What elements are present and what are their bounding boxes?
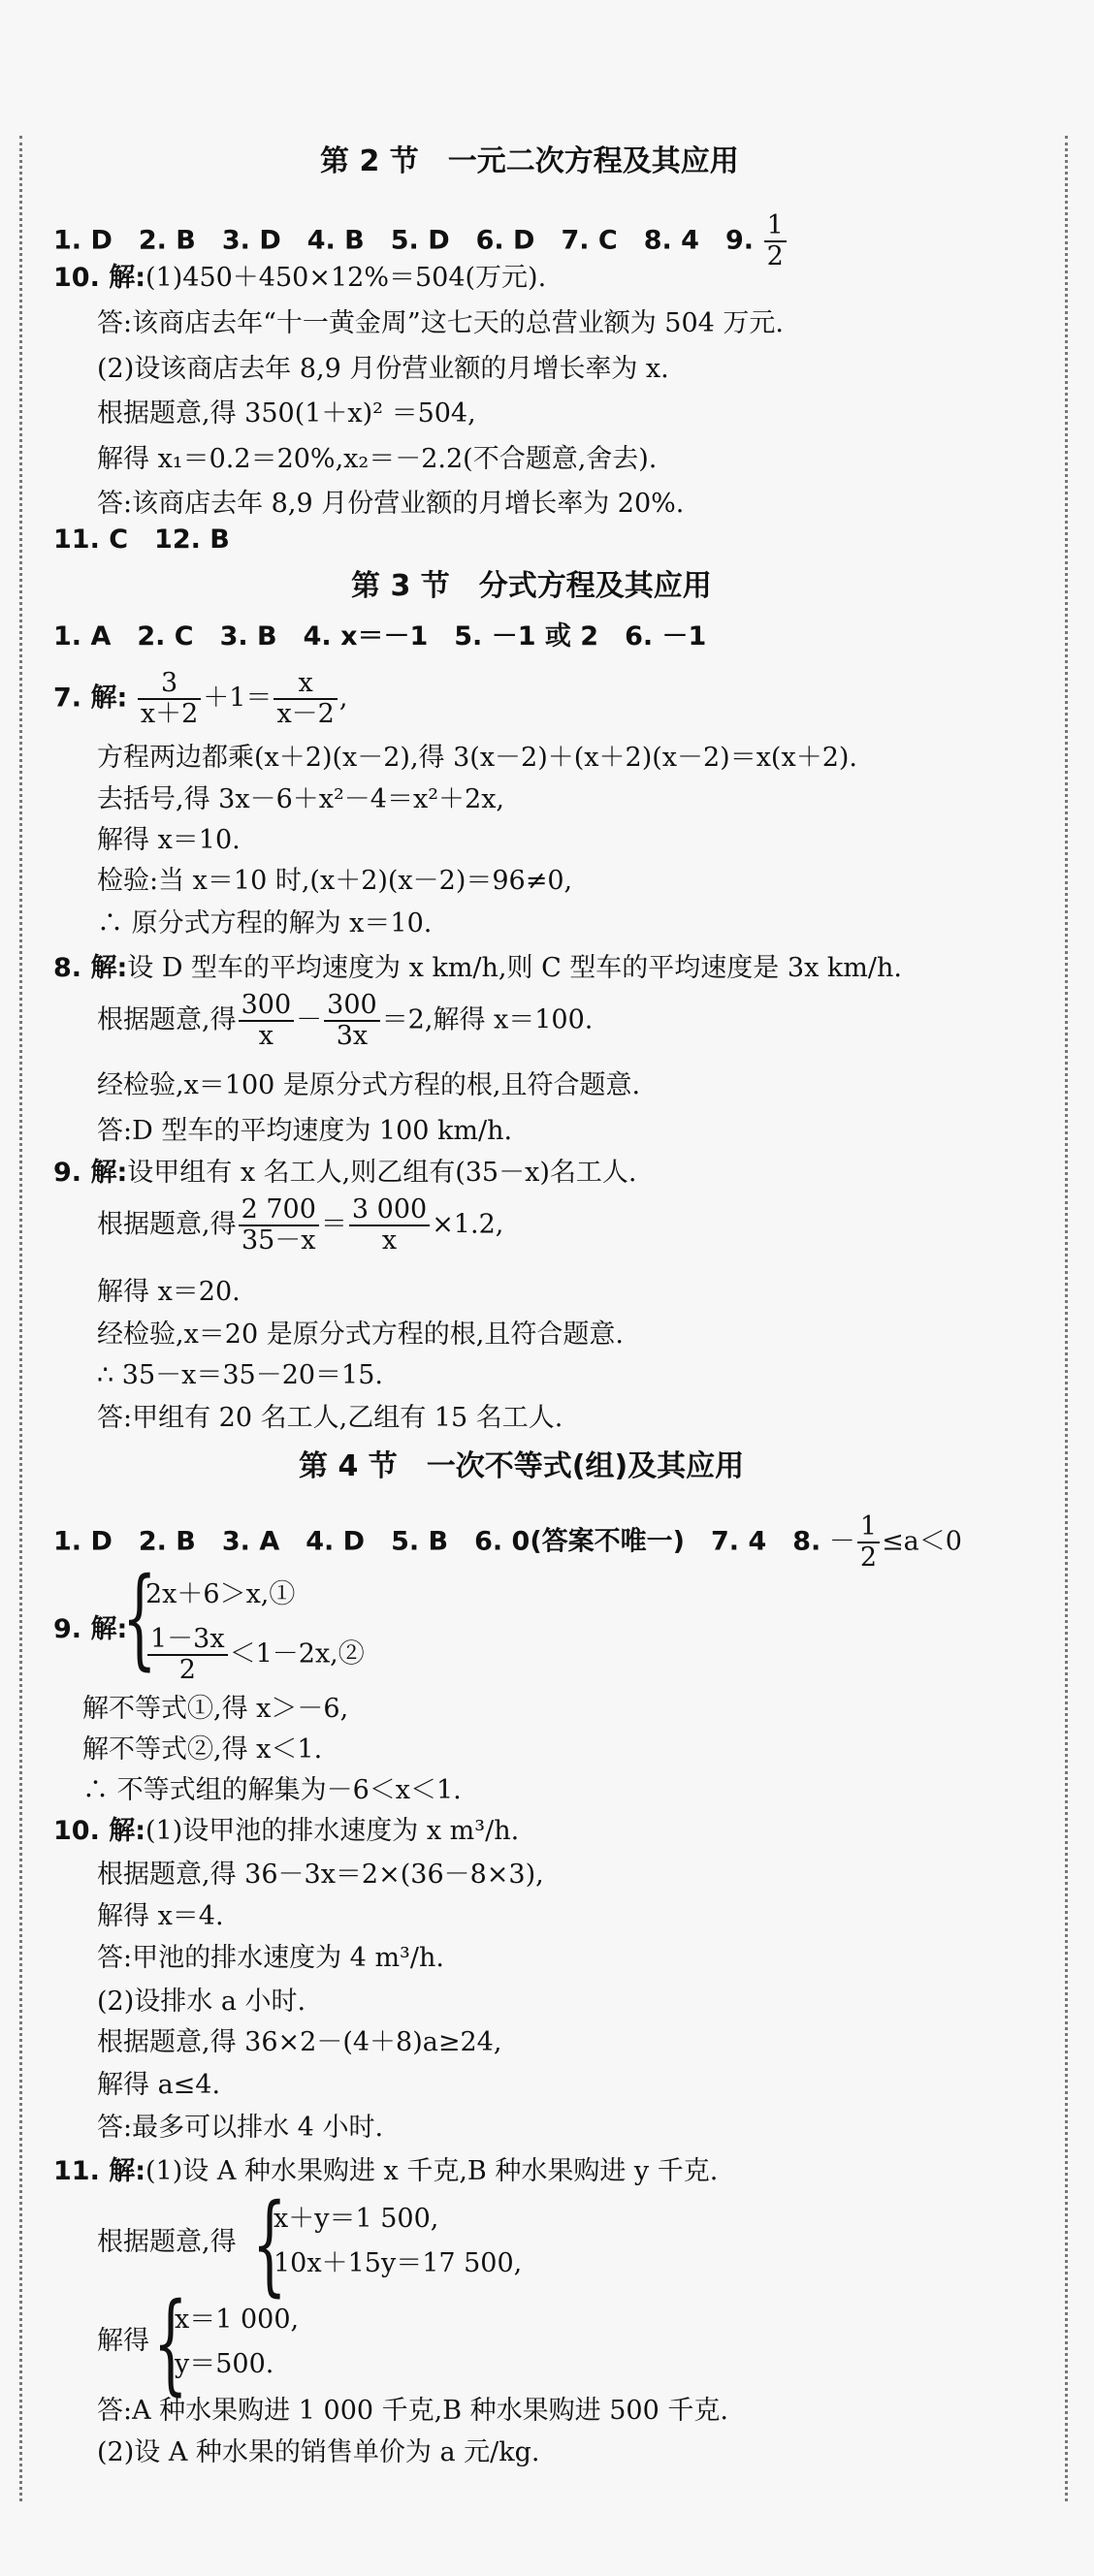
s2-choice-answers: 1. D 2. B 3. D 4. B 5. D 6. D 7. C 8. 4 9. $\frac{1}{2}$ bbox=[53, 211, 788, 271]
s3-q8-line4: 答:D 型车的平均速度为 100 km/h. bbox=[97, 1116, 513, 1146]
s2-q10-line4: 根据题意,得 350(1＋x)² ＝504, bbox=[97, 398, 476, 429]
s4-q9-ineq1: 2x＋6＞x,① bbox=[145, 1579, 296, 1609]
s4-q9-ineq2: $\frac{1-3x}{2}$ ＜1－2x,② bbox=[145, 1625, 365, 1685]
s4-q11-sol1: x＝1 000, bbox=[175, 2305, 300, 2335]
s4-q10-line7: 解得 a≤4. bbox=[97, 2070, 221, 2100]
s4-q11-line4: 答:A 种水果购进 1 000 千克,B 种水果购进 500 千克. bbox=[97, 2396, 728, 2426]
section-4-title: 第 4 节 一次不等式(组)及其应用 bbox=[299, 1449, 745, 1483]
s4-q9-label: 9. 解: bbox=[53, 1614, 128, 1644]
s3-q7-line1: 方程两边都乘(x＋2)(x－2),得 3(x－2)＋(x＋2)(x－2)＝x(x＋2). bbox=[97, 743, 857, 773]
s3-q7-line4: 检验:当 x＝10 时,(x＋2)(x－2)＝96≠0, bbox=[97, 866, 573, 896]
s4-q10-line3: 解得 x＝4. bbox=[97, 1901, 224, 1931]
s4-q11-line5: (2)设 A 种水果的销售单价为 a 元/kg. bbox=[97, 2437, 540, 2467]
s3-q8-line3: 经检验,x＝100 是原分式方程的根,且符合题意. bbox=[97, 1070, 641, 1100]
s2-q10-line5: 解得 x₁＝0.2＝20%,x₂＝－2.2(不合题意,舍去). bbox=[97, 444, 658, 474]
s2-answer9-fraction: $\frac{1}{2}$ bbox=[764, 211, 787, 271]
s4-q11-brace-a: { bbox=[252, 2181, 287, 2307]
right-dotted-margin bbox=[1065, 136, 1068, 2501]
s4-q11-sol2: y＝500. bbox=[175, 2349, 274, 2379]
s3-q9-equation: 根据题意,得 $\frac{2 700}{35-x}$ ＝ $\frac{3 000}{x}$ ×1.2, bbox=[97, 1194, 504, 1256]
s4-q11-eq2: 10x＋15y＝17 500, bbox=[274, 2248, 523, 2278]
s2-q10-line6: 答:该商店去年 8,9 月份营业额的月增长率为 20%. bbox=[97, 489, 685, 519]
section-3-title: 第 3 节 分式方程及其应用 bbox=[351, 569, 712, 603]
s4-q10-line8: 答:最多可以排水 4 小时. bbox=[97, 2113, 384, 2143]
s3-q9-line4: 经检验,x＝20 是原分式方程的根,且符合题意. bbox=[97, 1320, 624, 1350]
s2-q10-line1: 10. 解:(1)450＋450×12%＝504(万元). bbox=[53, 263, 547, 293]
s3-q8-equation: 根据题意,得 $\frac{300}{x}$ － $\frac{300}{3x}$ ＝2,解得 x＝100. bbox=[97, 990, 594, 1051]
s4-q11-line2: 根据题意,得 bbox=[97, 2227, 237, 2257]
s3-q8-line1: 8. 解:设 D 型车的平均速度为 x km/h,则 C 型车的平均速度是 3x km/h. bbox=[53, 953, 902, 983]
s2-q10-line2: 答:该商店去年“十一黄金周”这七天的总营业额为 504 万元. bbox=[97, 308, 784, 338]
s4-choice-answers: 1. D 2. B 3. A 4. D 5. B 6. 0(答案不唯一) 7. 4 8. － $\frac{1}{2}$ ≤a＜0 bbox=[53, 1511, 962, 1573]
s3-q9-line5: ∴ 35－x＝35－20＝15. bbox=[97, 1360, 383, 1390]
s4-q11-eq1: x＋y＝1 500, bbox=[274, 2204, 439, 2234]
s4-q10-line5: (2)设排水 a 小时. bbox=[97, 1987, 306, 2017]
s4-q11-brace-b: { bbox=[153, 2280, 188, 2406]
s3-q9-line3: 解得 x＝20. bbox=[97, 1277, 241, 1307]
s3-q9-line6: 答:甲组有 20 名工人,乙组有 15 名工人. bbox=[97, 1403, 563, 1433]
s3-q7-line2: 去括号,得 3x－6＋x²－4＝x²＋2x, bbox=[97, 784, 505, 814]
s4-q11-line3: 解得 bbox=[97, 2326, 149, 2356]
s3-q7-line5: ∴ 原分式方程的解为 x＝10. bbox=[97, 908, 433, 938]
s3-q9-line1: 9. 解:设甲组有 x 名工人,则乙组有(35－x)名工人. bbox=[53, 1158, 637, 1188]
s3-q7-equation: 7. 解: $\frac{3}{x+2}$ ＋1＝ $\frac{x}{x-2}$ , bbox=[53, 668, 348, 729]
s4-q9-brace: { bbox=[122, 1555, 157, 1681]
left-dotted-margin bbox=[19, 136, 22, 2501]
s2-q10-line3: (2)设该商店去年 8,9 月份营业额的月增长率为 x. bbox=[97, 354, 669, 384]
s4-q11-line1: 11. 解:(1)设 A 种水果购进 x 千克,B 种水果购进 y 千克. bbox=[53, 2156, 719, 2186]
s4-q10-line4: 答:甲池的排水速度为 4 m³/h. bbox=[97, 1943, 444, 1973]
s3-choice-answers: 1. A 2. C 3. B 4. x＝－1 5. －1 或 2 6. －1 bbox=[53, 621, 707, 652]
section-2-title: 第 2 节 一元二次方程及其应用 bbox=[320, 144, 739, 178]
s3-q7-line3: 解得 x＝10. bbox=[97, 825, 241, 855]
s4-q10-line2: 根据题意,得 36－3x＝2×(36－8×3), bbox=[97, 1860, 544, 1890]
s2-q11-12: 11. C 12. B bbox=[53, 525, 230, 555]
s4-q9-line2: 解不等式②,得 x＜1. bbox=[82, 1734, 323, 1765]
s4-q9-line3: ∴ 不等式组的解集为－6＜x＜1. bbox=[82, 1775, 462, 1805]
s4-q9-line1: 解不等式①,得 x＞－6, bbox=[82, 1694, 349, 1724]
s4-q10-line1: 10. 解:(1)设甲池的排水速度为 x m³/h. bbox=[53, 1816, 520, 1846]
s4-q10-line6: 根据题意,得 36×2－(4＋8)a≥24, bbox=[97, 2027, 502, 2057]
